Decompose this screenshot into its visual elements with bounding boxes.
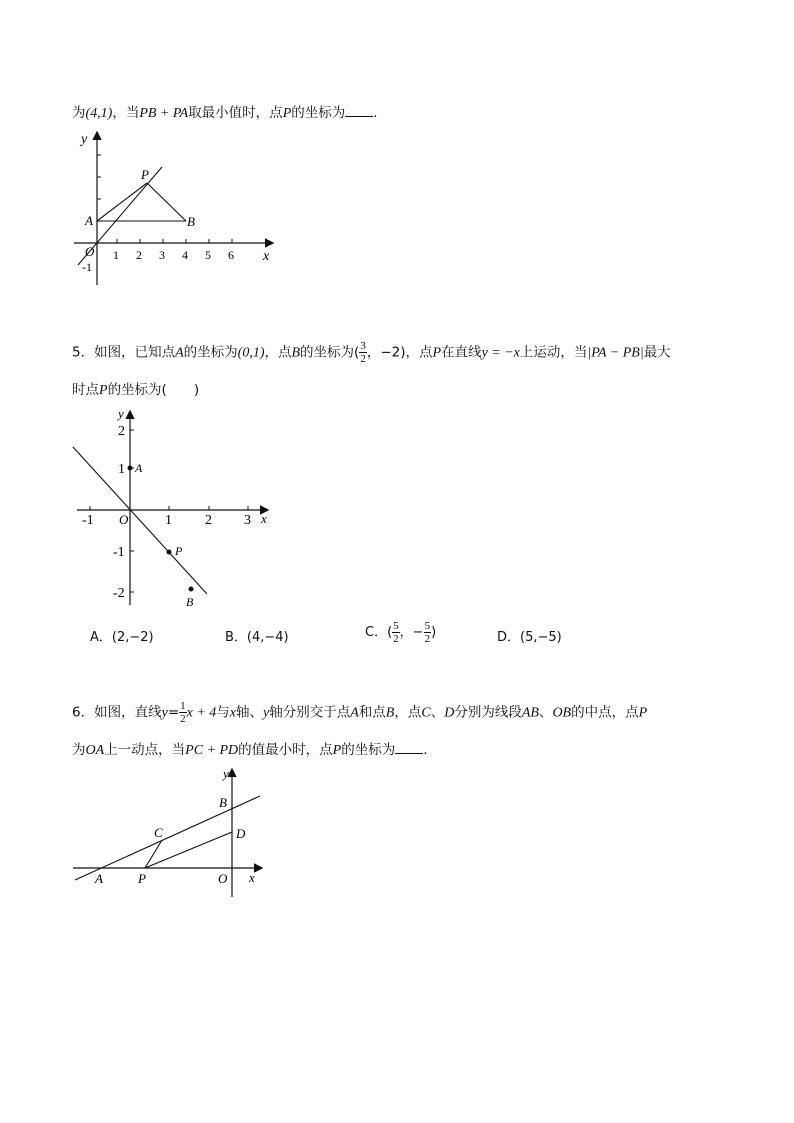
q5-line2: 时点P的坐标为( ) [72,382,200,398]
q6-line2: 为OA上一动点，当PC + PD的值最小时，点P的坐标为 . [72,742,428,758]
option-c[interactable]: C．( $\frac{5}{2}$ ，− $\frac{5}{2}$ ) [365,620,437,645]
label-P: P [138,871,146,886]
answer-blank[interactable] [345,104,373,117]
segment-PA [97,183,147,221]
label-x: x [249,870,255,885]
figure-3 [65,762,280,902]
label-A: A [85,213,93,228]
tick-5: 5 [205,248,211,262]
q6-line1: 6．如图，直线y= $\frac{1}{2}$ x + 4与x轴、y轴分别交于点A和点B，点C、D分别为线段AB、OB的中点，点P [72,700,648,725]
x-ticks [90,506,248,510]
label-B: B [187,214,195,229]
fraction-1-2: $\frac{1}{2}$ [180,700,186,725]
label-B: B [186,595,194,609]
tick-yn1: -1 [113,545,125,560]
tick-xn1: -1 [82,513,94,528]
label-x: x [261,511,267,526]
label-P: P [175,544,183,558]
tick-4: 4 [182,248,188,262]
tick-x3: 3 [244,513,251,528]
tick-y2: 2 [118,424,125,439]
tick-1: 1 [113,248,119,262]
label-D: D [236,826,246,841]
fraction-3-2: $\frac{3}{2}$ [360,340,366,365]
option-d[interactable]: D．(5,−5) [497,630,562,645]
label-A: A [135,461,143,475]
option-a[interactable]: A．(2,−2) [90,630,154,645]
figure-1 [60,125,290,290]
label-C: C [154,825,163,840]
label-P: P [141,167,149,182]
tick-x1: 1 [165,513,172,528]
label-O: O [119,512,129,527]
label-O: O [85,244,95,259]
fraction-5-2: $\frac{5}{2}$ [393,620,399,645]
tick-2: 2 [136,248,142,262]
tick-3: 3 [159,248,165,262]
tick-y1: 1 [118,462,125,477]
segment-PB [147,183,186,221]
fraction-5-2-b: $\frac{5}{2}$ [424,620,431,645]
point-A [128,466,133,471]
label-x: x [263,249,270,264]
q5-line1: 5．如图，已知点A的坐标为(0,1)，点B的坐标为( $\frac{3}{2}$ ，−2)，点P在直线y = −x上运动，当|PA − PB|最大 [72,340,671,365]
point-B [189,587,194,592]
x-ticks [117,239,232,243]
answer-blank[interactable] [395,741,423,754]
tick-x2: 2 [205,513,212,528]
label-O: O [218,871,228,886]
label-neg1: -1 [82,260,92,274]
tick-6: 6 [228,248,234,262]
tick-yn2: -2 [113,586,125,601]
option-b[interactable]: B．(4,−4) [225,630,289,645]
label-y: y [118,406,124,421]
figure-2 [65,400,285,615]
label-B: B [219,795,227,810]
point-P [167,550,172,555]
label-y: y [223,766,229,781]
q4-text: 为(4,1)，当PB + PA取最小值时，点P的坐标为 . [72,105,378,121]
label-A: A [95,871,103,886]
label-y: y [81,132,88,147]
